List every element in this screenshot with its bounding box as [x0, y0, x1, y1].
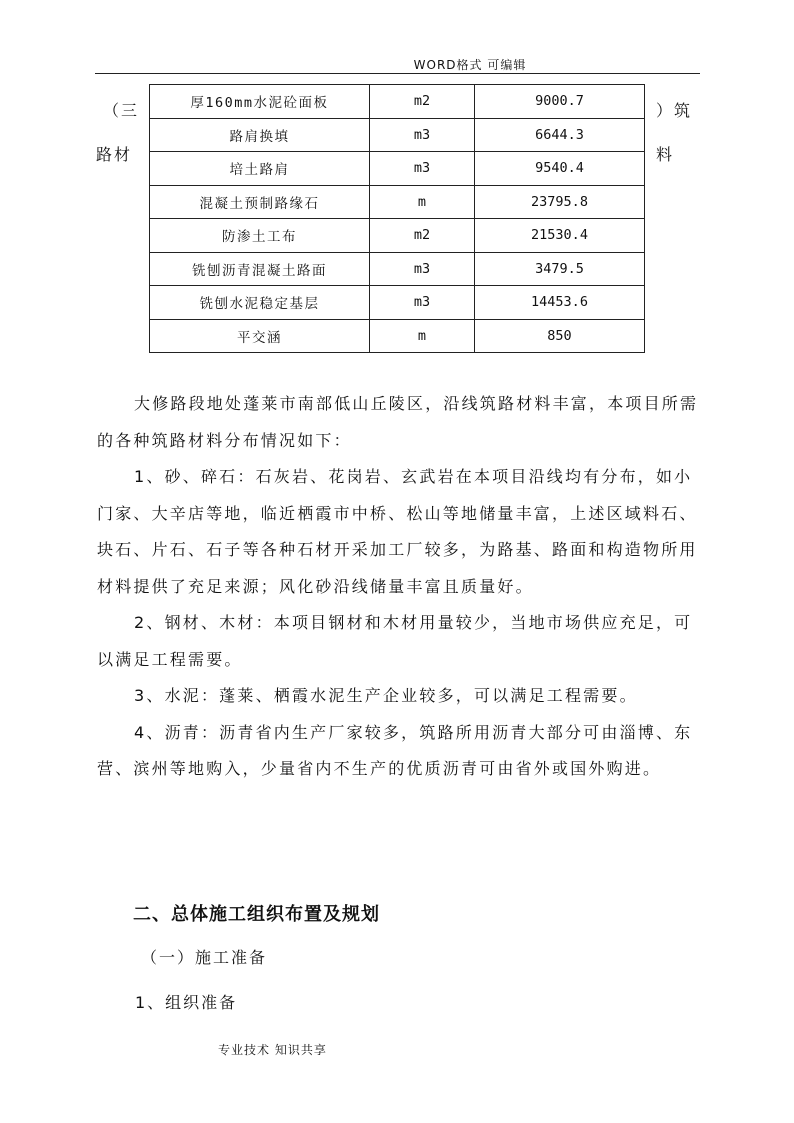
- table-row: [150, 252, 645, 286]
- intro-paragraph: 大修路段地处蓬莱市南部低山丘陵区，沿线筑路材料丰富，本项目所需的各种筑路材料分布情况如下：: [97, 394, 699, 450]
- unit-cell: m3: [370, 152, 475, 186]
- item-cell: 培土路肩: [150, 152, 370, 186]
- side-label-right-top: ）筑: [656, 101, 693, 120]
- subsection-heading: （一）施工准备: [141, 948, 268, 967]
- asphalt-paragraph: 4、沥青：沥青省内生产厂家较多，筑路所用沥青大部分可由淄博、东营、滨州等地购入，少量省内不生产的优质沥青可由省外或国外购进。: [97, 722, 693, 778]
- item-cell: 铣刨水泥稳定基层: [150, 286, 370, 320]
- unit-cell: m: [370, 319, 475, 353]
- item-heading: 1、组织准备: [135, 993, 238, 1012]
- body-text: [97, 386, 702, 788]
- unit-cell: m3: [370, 118, 475, 152]
- materials-quantity-table: [149, 84, 645, 353]
- table-row: [150, 118, 645, 152]
- page-footer: 专业技术 知识共享: [218, 1043, 327, 1057]
- item-cell: 防渗土工布: [150, 219, 370, 253]
- item-cell: 平交涵: [150, 319, 370, 353]
- quantity-cell: 9540.4: [475, 152, 645, 186]
- side-label-left-top: （三: [103, 101, 140, 120]
- side-label-left-bottom: 路材: [96, 145, 133, 164]
- unit-cell: m3: [370, 252, 475, 286]
- table-row: [150, 319, 645, 353]
- quantity-cell: 3479.5: [475, 252, 645, 286]
- unit-cell: m: [370, 185, 475, 219]
- section-heading: 二、总体施工组织布置及规划: [133, 904, 380, 925]
- table-row: [150, 85, 645, 119]
- item-cell: 铣刨沥青混凝土路面: [150, 252, 370, 286]
- table-row: [150, 185, 645, 219]
- page-header: WORD格式 可编辑: [413, 58, 527, 72]
- unit-cell: m2: [370, 219, 475, 253]
- cement-paragraph: 3、水泥：蓬莱、栖霞水泥生产企业较多，可以满足工程需要。: [134, 686, 638, 705]
- unit-cell: m3: [370, 286, 475, 320]
- steel-timber-paragraph: 2、钢材、木材：本项目钢材和木材用量较少，当地市场供应充足，可以满足工程需要。: [97, 613, 693, 669]
- table-row: [150, 219, 645, 253]
- gravel-paragraph: 1、砂、碎石：石灰岩、花岗岩、玄武岩在本项目沿线均有分布，如小门家、大辛店等地，临近栖霞市中桥、松山等地储量丰富，上述区域料石、块石、片石、石子等各种石材开采加工厂较多，为路基、路面和构造物所用材料提供了充足来源；风化砂沿线储量丰富且质量好。: [97, 467, 698, 596]
- quantity-cell: 14453.6: [475, 286, 645, 320]
- quantity-cell: 6644.3: [475, 118, 645, 152]
- table-row: [150, 286, 645, 320]
- item-cell: 路肩换填: [150, 118, 370, 152]
- quantity-cell: 850: [475, 319, 645, 353]
- item-cell: 混凝土预制路缘石: [150, 185, 370, 219]
- header-divider: [95, 73, 700, 74]
- side-label-right-bottom: 料: [656, 145, 675, 164]
- quantity-cell: 21530.4: [475, 219, 645, 253]
- unit-cell: m2: [370, 85, 475, 119]
- quantity-cell: 9000.7: [475, 85, 645, 119]
- table-row: [150, 152, 645, 186]
- quantity-cell: 23795.8: [475, 185, 645, 219]
- item-cell: 厚160mm水泥砼面板: [150, 85, 370, 119]
